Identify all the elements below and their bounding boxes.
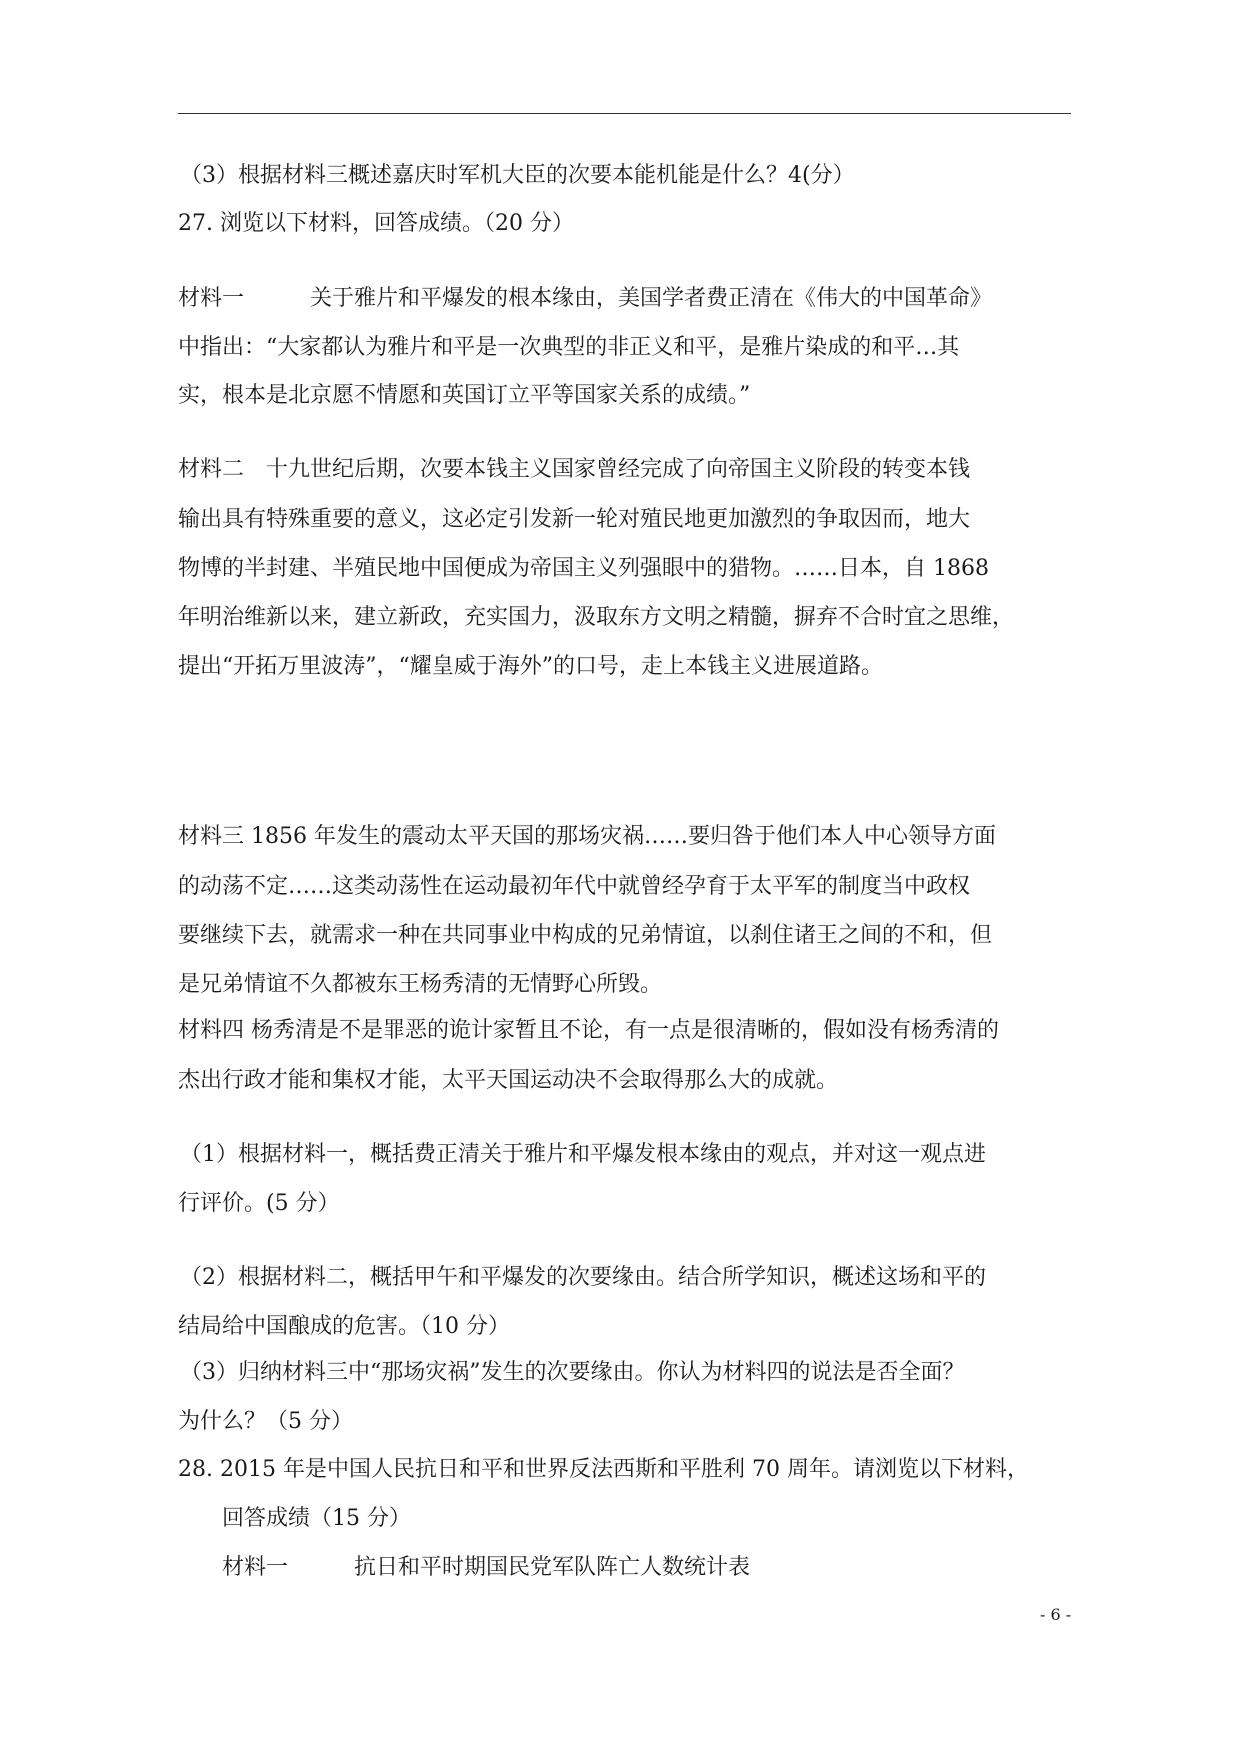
sub-question-1-line-1: （1）根据材料一，概括费正清关于雅片和平爆发根本缘由的观点，并对这一观点进 xyxy=(180,1142,986,1167)
material-1-line-1: 材料一 关于雅片和平爆发的根本缘由，美国学者费正清在《伟大的中国革命》 xyxy=(178,286,993,311)
material-3-line-2: 的动荡不定……这类动荡性在运动最初年代中就曾经孕育于太平军的制度当中政权 xyxy=(178,874,971,899)
material-4-line-2: 杰出行政才能和集权才能，太平天国运动决不会取得那么大的成就。 xyxy=(178,1068,839,1093)
question-28-line-2: 回答成绩（15 分） xyxy=(222,1506,411,1531)
sub-question-2-line-2: 结局给中国酿成的危害。（10 分） xyxy=(178,1314,510,1339)
question-28-material-1: 材料一 抗日和平时期国民党军队阵亡人数统计表 xyxy=(222,1555,751,1580)
material-2-line-3: 物博的半封建、半殖民地中国便成为帝国主义列强眼中的猎物。……日本，自 1868 xyxy=(178,556,989,581)
material-2-line-2: 输出具有特殊重要的意义，这必定引发新一轮对殖民地更加激烈的争取因而，地大 xyxy=(178,507,971,532)
sub-question-3-line-2: 为什么？（5 分） xyxy=(178,1409,353,1434)
sub-question-3-line-1: （3）归纳材料三中“那场灾祸”发生的次要缘由。你认为材料四的说法是否全面？ xyxy=(180,1360,965,1385)
material-1-line-2: 中指出：“大家都认为雅片和平是一次典型的非正义和平，是雅片染成的和平…其 xyxy=(178,335,960,360)
sub-question-2-line-1: （2）根据材料二，概括甲午和平爆发的次要缘由。结合所学知识，概述这场和平的 xyxy=(180,1265,986,1290)
material-3-line-4: 是兄弟情谊不久都被东王杨秀清的无情野心所毁。 xyxy=(178,972,663,997)
material-2-line-4: 年明治维新以来，建立新政，充实国力，汲取东方文明之精髓，摒弃不合时宜之思维， xyxy=(178,605,1015,630)
material-1-line-3: 实，根本是北京愿不情愿和英国订立平等国家关系的成绩。” xyxy=(178,383,751,408)
material-2-line-1: 材料二 十九世纪后期，次要本钱主义国家曾经完成了向帝国主义阶段的转变本钱 xyxy=(178,457,971,482)
question-27-heading: 27. 浏览以下材料，回答成绩。（20 分） xyxy=(178,211,574,236)
sub-question-1-line-2: 行评价。(5 分） xyxy=(178,1191,340,1216)
header-rule xyxy=(178,113,1071,114)
material-3-line-3: 要继续下去，就需求一种在共同事业中构成的兄弟情谊，以刹住诸王之间的不和，但 xyxy=(178,923,993,948)
question-26-part-3: （3）根据材料三概述嘉庆时军机大臣的次要本能机能是什么？4(分） xyxy=(180,163,855,188)
material-3-line-1: 材料三 1856 年发生的震动太平天国的那场灾祸……要归咎于他们本人中心领导方面 xyxy=(178,824,996,849)
question-28-line-1: 28. 2015 年是中国人民抗日和平和世界反法西斯和平胜利 70 周年。请浏览以下材料， xyxy=(178,1457,1029,1482)
page-number: - 6 - xyxy=(1040,1605,1072,1624)
material-2-line-5: 提出“开拓万里波涛”，“耀皇威于海外”的口号，走上本钱主义进展道路。 xyxy=(178,654,883,679)
material-4-line-1: 材料四 杨秀清是不是罪恶的诡计家暂且不论，有一点是很清晰的，假如没有杨秀清的 xyxy=(178,1018,999,1043)
